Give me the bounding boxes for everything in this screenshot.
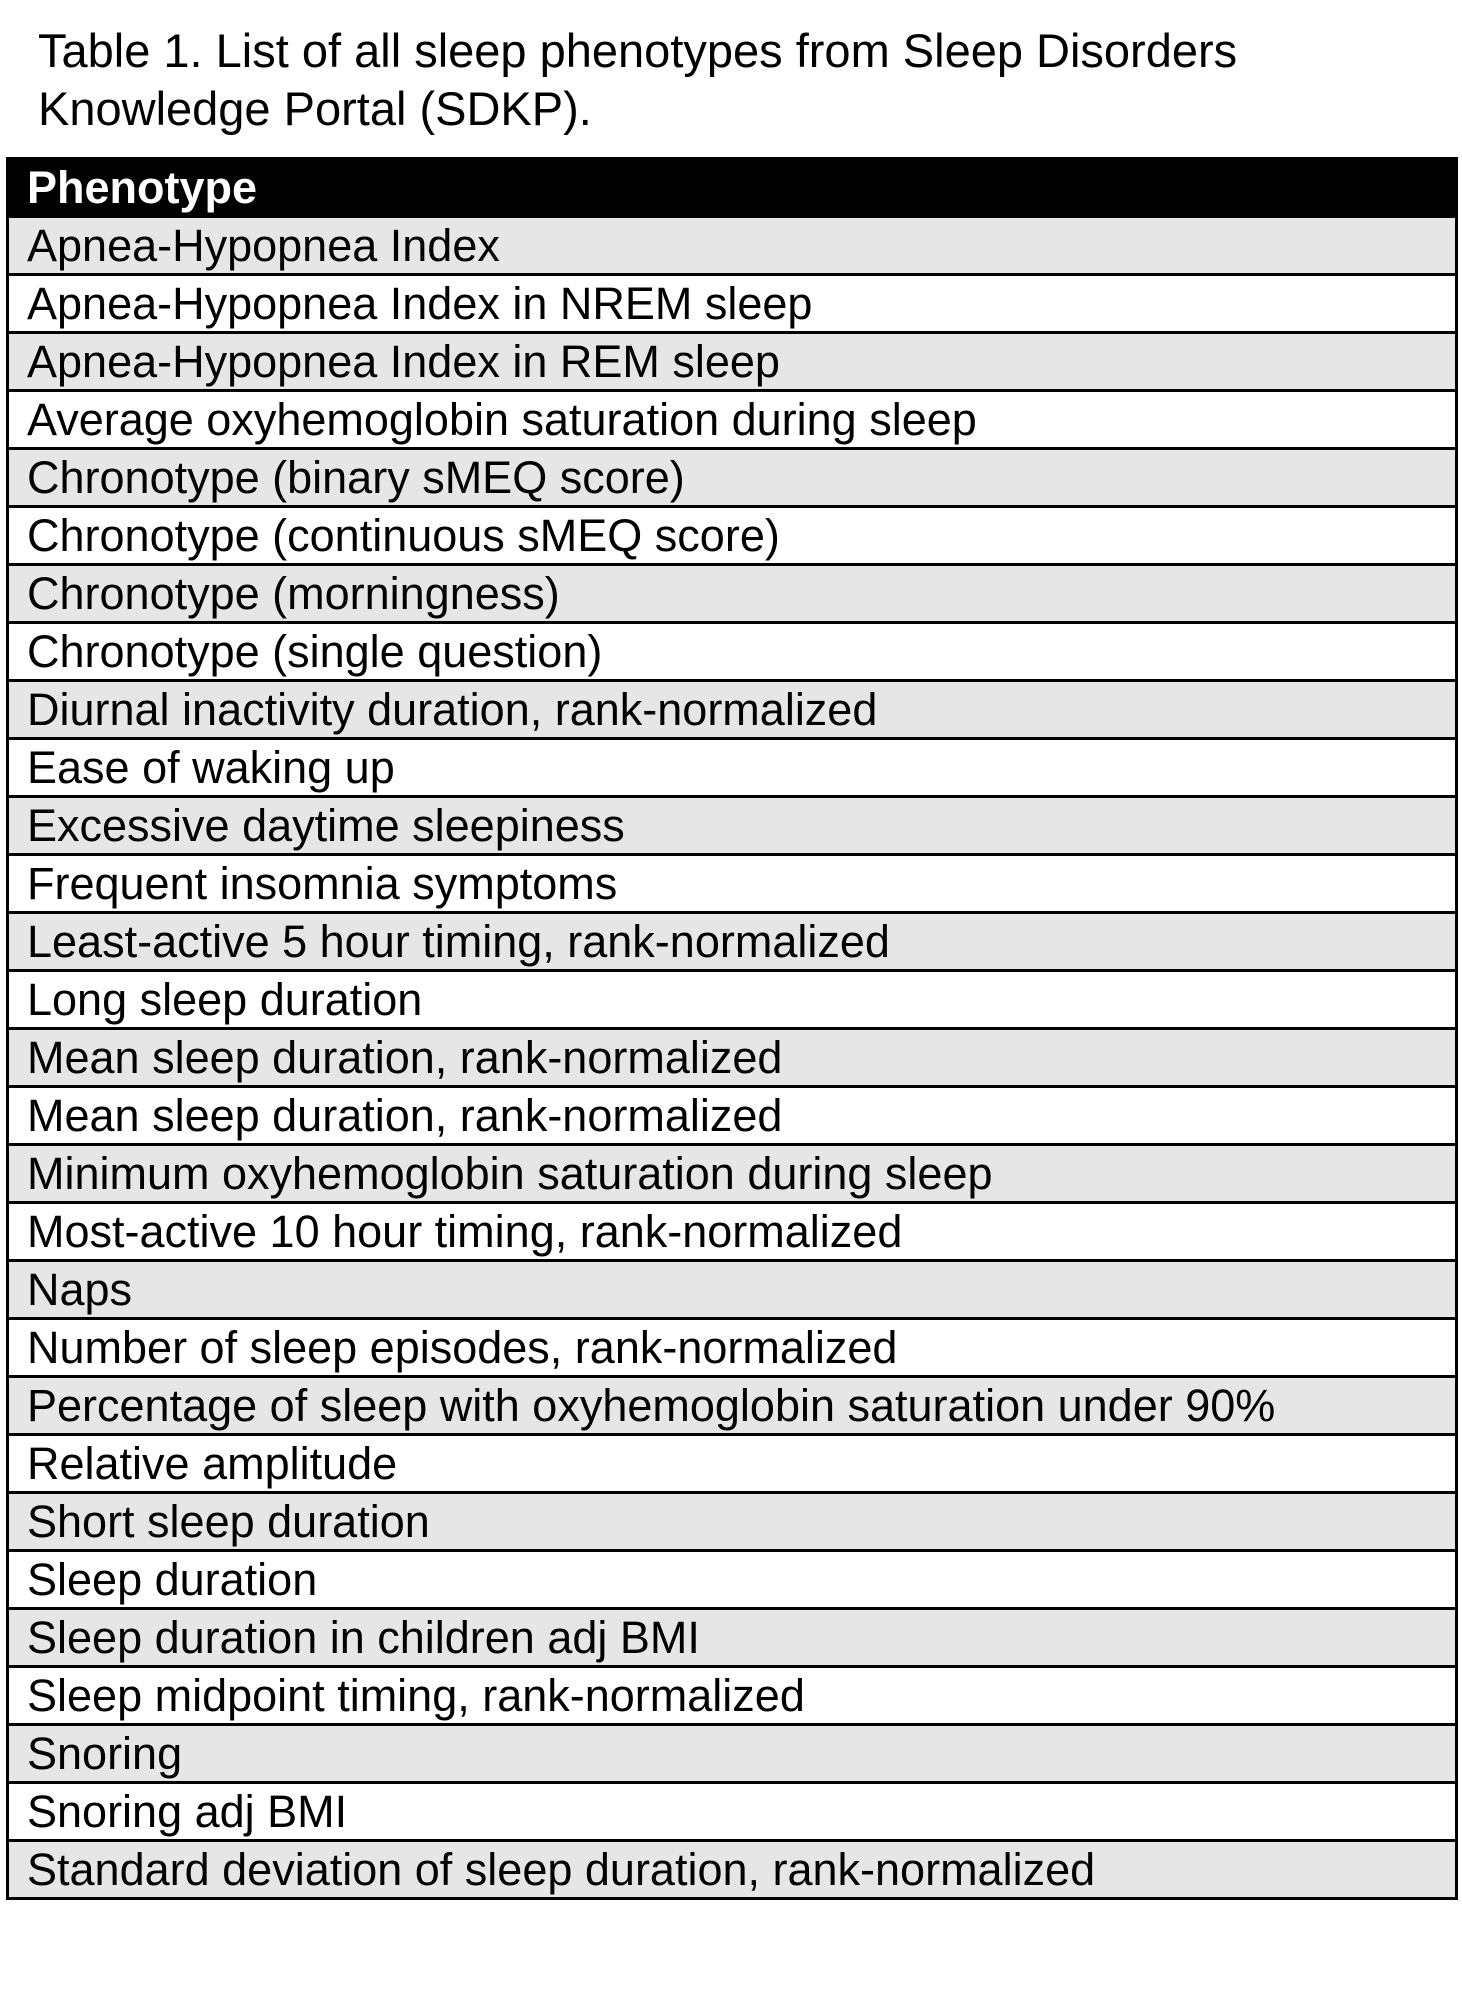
phenotype-table (6, 157, 1458, 1900)
table-row (8, 1783, 1457, 1841)
table-cell-phenotype: Short sleep duration (8, 1493, 1457, 1551)
table-row (8, 1203, 1457, 1261)
table-row (8, 797, 1457, 855)
table-cell-phenotype: Snoring adj BMI (8, 1783, 1457, 1841)
table-row (8, 507, 1457, 565)
table-cell-phenotype: Least-active 5 hour timing, rank-normalized (8, 913, 1457, 971)
table-row (8, 391, 1457, 449)
table-row (8, 1551, 1457, 1609)
table-row (8, 449, 1457, 507)
table-row (8, 217, 1457, 275)
table-cell-phenotype: Average oxyhemoglobin saturation during sleep (8, 391, 1457, 449)
table-cell-phenotype: Most-active 10 hour timing, rank-normalized (8, 1203, 1457, 1261)
table-header (8, 159, 1457, 217)
table-cell-phenotype: Relative amplitude (8, 1435, 1457, 1493)
table-row (8, 1087, 1457, 1145)
table-cell-phenotype: Mean sleep duration, rank-normalized (8, 1087, 1457, 1145)
table-cell-phenotype: Diurnal inactivity duration, rank-normalized (8, 681, 1457, 739)
table-row (8, 623, 1457, 681)
table-cell-phenotype: Chronotype (morningness) (8, 565, 1457, 623)
table-cell-phenotype: Sleep duration (8, 1551, 1457, 1609)
table-cell-phenotype: Number of sleep episodes, rank-normalized (8, 1319, 1457, 1377)
table-row (8, 1029, 1457, 1087)
table-cell-phenotype: Chronotype (continuous sMEQ score) (8, 507, 1457, 565)
table-cell-phenotype: Frequent insomnia symptoms (8, 855, 1457, 913)
table-row (8, 855, 1457, 913)
column-header-phenotype: Phenotype (8, 159, 1457, 217)
table-cell-phenotype: Naps (8, 1261, 1457, 1319)
table-cell-phenotype: Minimum oxyhemoglobin saturation during sleep (8, 1145, 1457, 1203)
table-row (8, 333, 1457, 391)
table-cell-phenotype: Long sleep duration (8, 971, 1457, 1029)
table-body (8, 217, 1457, 1899)
table-row (8, 1493, 1457, 1551)
table-row (8, 1609, 1457, 1667)
table-row (8, 1435, 1457, 1493)
table-row (8, 1725, 1457, 1783)
table-row (8, 1261, 1457, 1319)
table-row (8, 1319, 1457, 1377)
table-cell-phenotype: Mean sleep duration, rank-normalized (8, 1029, 1457, 1087)
table-cell-phenotype: Ease of waking up (8, 739, 1457, 797)
table-cell-phenotype: Chronotype (single question) (8, 623, 1457, 681)
table-row (8, 1667, 1457, 1725)
table-cell-phenotype: Apnea-Hypopnea Index (8, 217, 1457, 275)
table-row (8, 275, 1457, 333)
table-row (8, 565, 1457, 623)
table-row (8, 1377, 1457, 1435)
table-row (8, 681, 1457, 739)
table-row (8, 1841, 1457, 1899)
table-cell-phenotype: Chronotype (binary sMEQ score) (8, 449, 1457, 507)
table-row (8, 739, 1457, 797)
table-row (8, 971, 1457, 1029)
table-row (8, 913, 1457, 971)
table-cell-phenotype: Snoring (8, 1725, 1457, 1783)
table-cell-phenotype: Sleep duration in children adj BMI (8, 1609, 1457, 1667)
header-row (8, 159, 1457, 217)
table-cell-phenotype: Apnea-Hypopnea Index in REM sleep (8, 333, 1457, 391)
phenotype-table-container (6, 157, 1458, 1900)
table-cell-phenotype: Standard deviation of sleep duration, rank-normalized (8, 1841, 1457, 1899)
table-cell-phenotype: Percentage of sleep with oxyhemoglobin saturation under 90% (8, 1377, 1457, 1435)
table-row (8, 1145, 1457, 1203)
table-cell-phenotype: Apnea-Hypopnea Index in NREM sleep (8, 275, 1457, 333)
table-cell-phenotype: Sleep midpoint timing, rank-normalized (8, 1667, 1457, 1725)
table-cell-phenotype: Excessive daytime sleepiness (8, 797, 1457, 855)
table-caption: Table 1. List of all sleep phenotypes from Sleep Disorders Knowledge Portal (SDKP). (38, 24, 1238, 135)
